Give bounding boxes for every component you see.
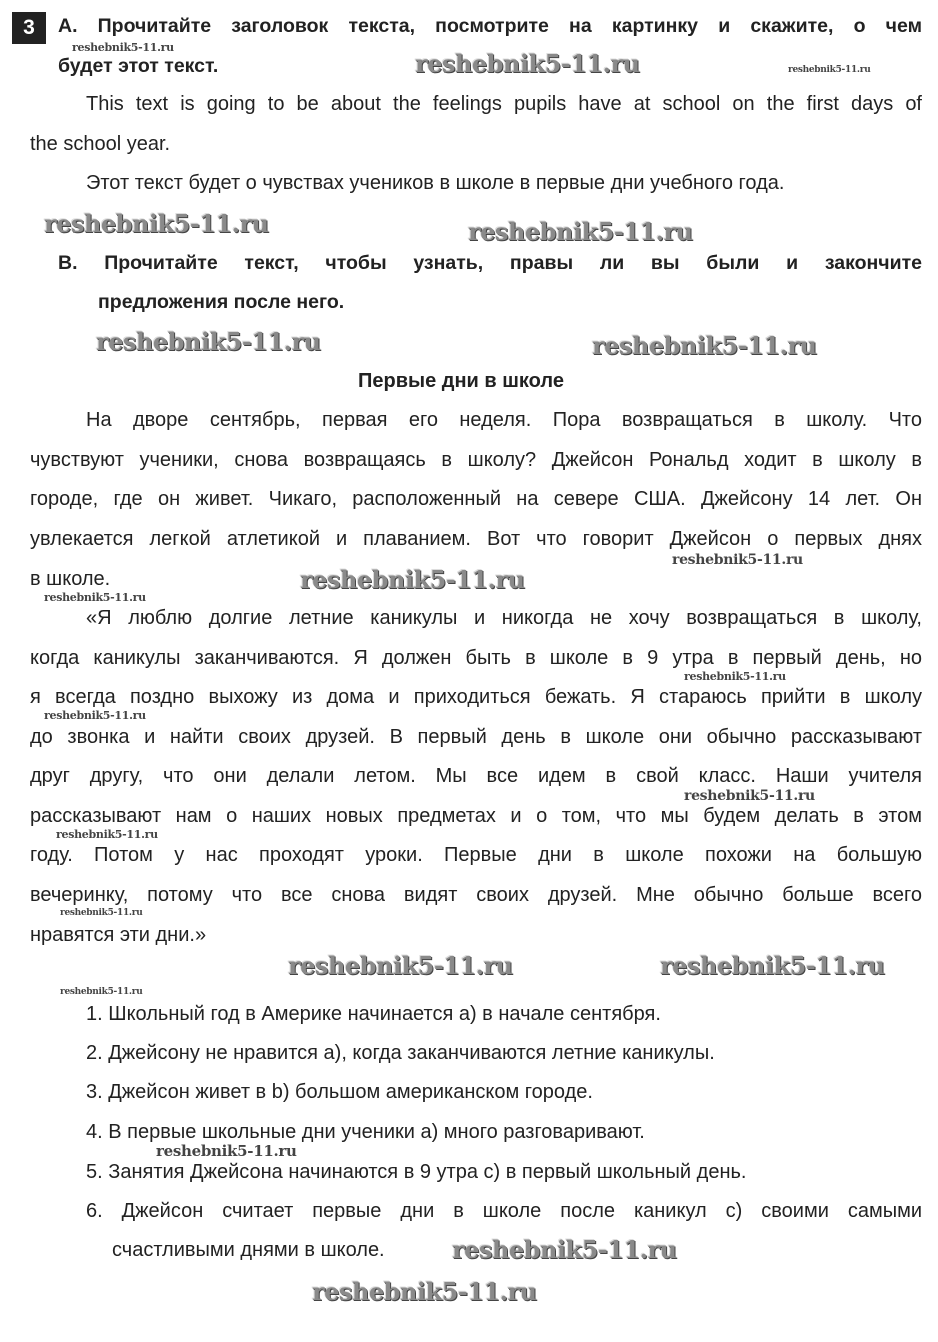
paragraph2-line: году. Потом у нас проходят уроки. Первые дни в школе похожи на большую	[30, 844, 922, 866]
watermark: reshebnik5-11.ru	[415, 49, 640, 78]
paragraph2-line: вечеринку, потому что все снова видят своих друзей. Мне обычно больше всего	[30, 884, 922, 906]
answer-item-continuation: счастливыми днями в школе.	[112, 1239, 385, 1261]
watermark: reshebnik5-11.ru	[788, 65, 871, 75]
paragraph2-line: рассказывают нам о наших новых предметах и о том, что мы будем делать в этом	[30, 805, 922, 827]
paragraph1-line: городе, где он живет. Чикаго, расположенный на севере США. Джейсону 14 лет. Он	[30, 488, 922, 510]
paragraph2-line: когда каникулы заканчиваются. Я должен быть в школе в 9 утра в первый день, но	[30, 647, 922, 669]
answer-ru: Этот текст будет о чувствах учеников в школе в первые дни учебного года.	[86, 172, 785, 194]
watermark: reshebnik5-11.ru	[60, 987, 143, 997]
answer-item: 2. Джейсону не нравится a), когда заканчиваются летние каникулы.	[86, 1042, 715, 1064]
watermark: reshebnik5-11.ru	[72, 41, 174, 54]
watermark: reshebnik5-11.ru	[44, 709, 146, 722]
exercise-number-badge: 3	[12, 12, 46, 44]
answer-item: 4. В первые школьные дни ученики a) много разговаривают.	[86, 1121, 645, 1143]
paragraph2-line: нравятся эти дни.»	[30, 924, 207, 946]
paragraph2-line: я всегда поздно выхожу из дома и приходиться бежать. Я стараюсь прийти в школу	[30, 686, 922, 708]
answer-item: 1. Школьный год в Америке начинается a) в начале сентября.	[86, 1003, 661, 1025]
task-a-instruction-line-1: А. Прочитайте заголовок текста, посмотрите на картинку и скажите, о чем	[58, 15, 922, 37]
task-b-instruction-line-2: предложения после него.	[98, 291, 345, 313]
watermark: reshebnik5-11.ru	[660, 951, 885, 980]
watermark: reshebnik5-11.ru	[288, 951, 513, 980]
answer-item: 6. Джейсон считает первые дни в школе после каникул c) своими самыми	[86, 1200, 922, 1222]
answer-item: 5. Занятия Джейсона начинаются в 9 утра c) в первый школьный день.	[86, 1161, 747, 1183]
text-title: Первые дни в школе	[358, 370, 564, 392]
paragraph2-line: до звонка и найти своих друзей. В первый день в школе они обычно рассказывают	[30, 726, 922, 748]
watermark: reshebnik5-11.ru	[300, 565, 525, 594]
watermark: reshebnik5-11.ru	[56, 828, 158, 841]
watermark: reshebnik5-11.ru	[684, 788, 815, 804]
paragraph2-line: друг другу, что они делали летом. Мы все идем в свой класс. Наши учителя	[30, 765, 922, 787]
watermark: reshebnik5-11.ru	[684, 670, 786, 683]
watermark: reshebnik5-11.ru	[312, 1277, 537, 1306]
watermark: reshebnik5-11.ru	[592, 331, 817, 360]
watermark: reshebnik5-11.ru	[96, 327, 321, 356]
task-b-instruction-line-1: В. Прочитайте текст, чтобы узнать, правы ли вы были и закончите	[58, 252, 922, 274]
task-a-instruction-line-2: будет этот текст.	[58, 55, 219, 77]
answer-en-line-2: the school year.	[30, 133, 171, 155]
watermark: reshebnik5-11.ru	[672, 552, 803, 568]
watermark: reshebnik5-11.ru	[44, 591, 146, 604]
paragraph1-line: в школе.	[30, 568, 111, 590]
watermark: reshebnik5-11.ru	[452, 1235, 677, 1264]
watermark: reshebnik5-11.ru	[44, 209, 269, 238]
answer-en-line-1: This text is going to be about the feelings pupils have at school on the first days of	[86, 93, 922, 115]
watermark: reshebnik5-11.ru	[60, 908, 143, 918]
paragraph1-line: На дворе сентябрь, первая его неделя. Пора возвращаться в школу. Что	[86, 409, 922, 431]
watermark: reshebnik5-11.ru	[468, 217, 693, 246]
paragraph1-line: чувствуют ученики, снова возвращаясь в школу? Джейсон Рональд ходит в школу в	[30, 449, 922, 471]
paragraph1-line: увлекается легкой атлетикой и плаванием. Вот что говорит Джейсон о первых днях	[30, 528, 922, 550]
paragraph2-line: «Я люблю долгие летние каникулы и никогда не хочу возвращаться в школу,	[86, 607, 922, 629]
answer-item: 3. Джейсон живет в b) большом американском городе.	[86, 1081, 593, 1103]
watermark: reshebnik5-11.ru	[156, 1142, 297, 1160]
